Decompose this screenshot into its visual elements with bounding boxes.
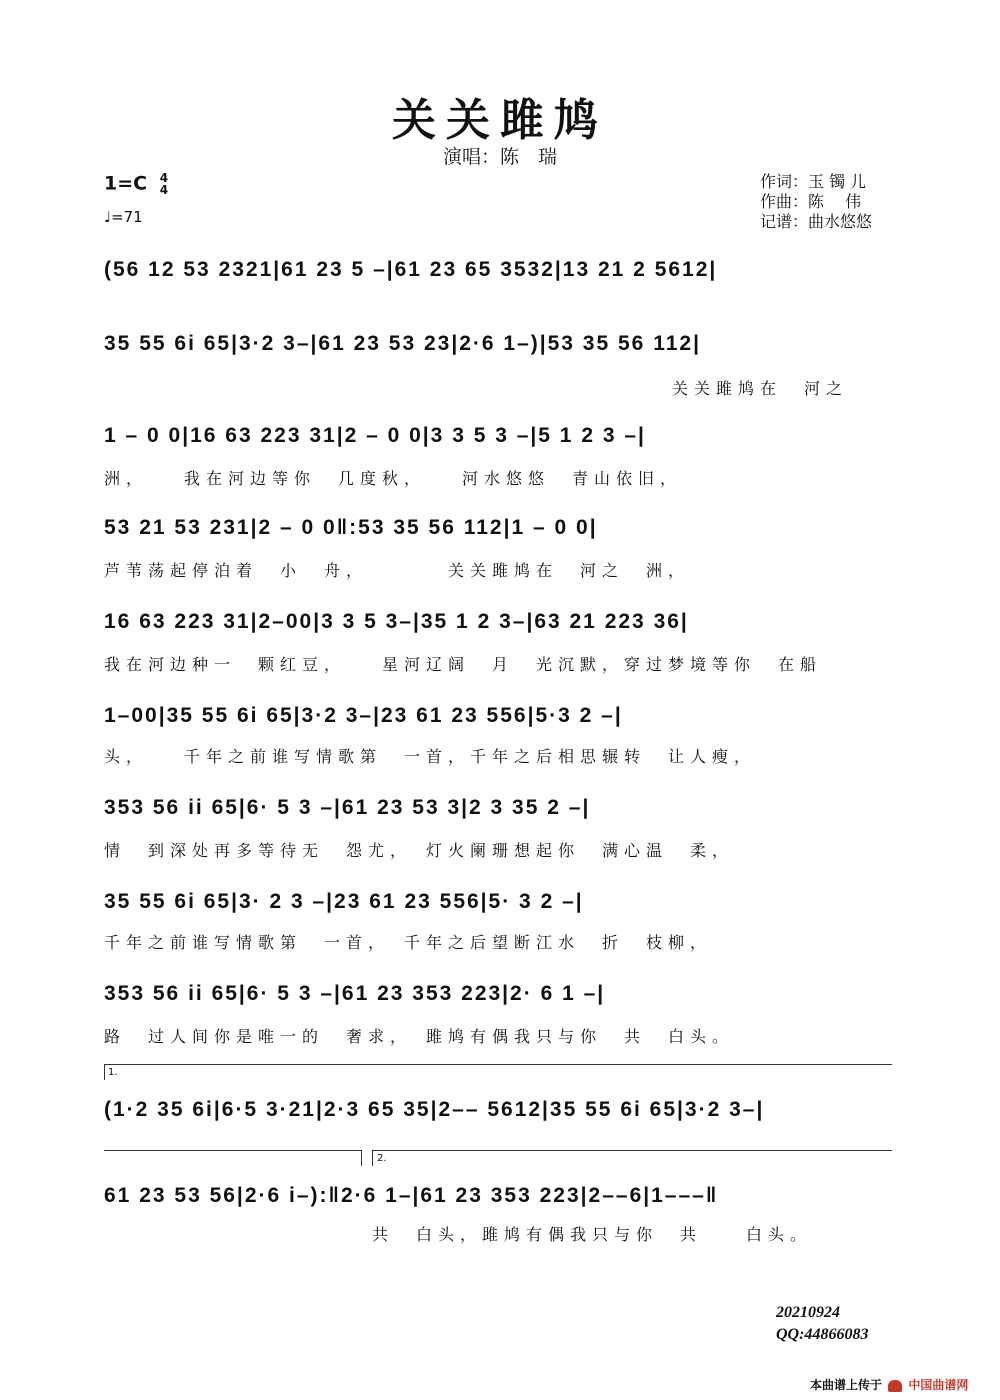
upload-watermark: [810, 1376, 968, 1393]
upload-prefix: 本曲谱上传于: [810, 1378, 883, 1392]
transcriber: 记谱：曲水悠悠: [760, 212, 873, 231]
volta-2-bracket: [372, 1150, 892, 1151]
music-line-4: 53 21 53 231|2 – 0 0‖:53 35 56 112|1 – 0 0|: [104, 516, 598, 539]
volta-1-end-bracket: [104, 1150, 362, 1151]
volta-1-label: 1.: [108, 1067, 118, 1078]
time-signature: [160, 172, 168, 196]
music-line-7: 353 56 ii 65|6· 5 3 –|61 23 53 3|2 3 35 2 –|: [104, 796, 591, 819]
lyric-line-2: 洲， 我在河边等你 几度秋， 河水悠悠 青山依旧，: [104, 469, 683, 488]
music-line-8: 35 55 6i 65|3· 2 3 –|23 61 23 556|5· 3 2 –|: [104, 890, 584, 913]
lyric-line-7: 千年之前谁写情歌第 一首， 千年之后望断江水 折 枝柳，: [104, 933, 713, 952]
site-logo-icon: [888, 1380, 902, 1392]
lyric-line-5: 头， 千年之前谁写情歌第 一首，千年之后相思辗转 让人瘦，: [104, 747, 757, 766]
lyric-line-9: 共 白头，雎鸠有偶我只与你 共 白头。: [372, 1225, 813, 1244]
footer-qq: QQ:44866083: [776, 1326, 869, 1343]
music-line-6: 1–00|35 55 6i 65|3·2 3–|23 61 23 556|5·3 2 –|: [104, 704, 623, 727]
lyric-line-6: 情 到深处再多等待无 怨尤， 灯火阑珊想起你 满心温 柔，: [104, 841, 735, 860]
volta-1-end-tick: [361, 1150, 362, 1166]
music-line-1: (56 12 53 2321|61 23 5 –|61 23 65 3532|13 21 2 5612|: [104, 258, 718, 281]
music-line-3: 1 – 0 0|16 63 223 31|2 – 0 0|3 3 5 3 –|5 1 2 3 –|: [104, 424, 646, 447]
singer-line: 演唱：陈 瑞: [442, 146, 557, 168]
volta-2-label: 2.: [377, 1153, 387, 1164]
lyric-line-1: 关关雎鸠在 河之: [672, 379, 849, 398]
footer-date: 20210924: [776, 1304, 840, 1321]
music-line-9: 353 56 ii 65|6· 5 3 –|61 23 353 223|2· 6 1 –|: [104, 982, 606, 1005]
song-title: 关关雎鸠: [392, 95, 608, 146]
music-line-2: 35 55 6i 65|3·2 3–|61 23 53 23|2·6 1–)|53 35 56 112|: [104, 332, 701, 355]
music-line-11: 61 23 53 56|2·6 i–):‖2·6 1–|61 23 353 223|2––6|1–––‖: [104, 1184, 719, 1207]
time-sig-top: 4: [159, 171, 169, 185]
volta-1-tick: [104, 1064, 105, 1080]
lyricist: 作词：玉 镯 儿: [760, 172, 867, 191]
upload-site: 中国曲谱网: [908, 1378, 969, 1392]
lyric-line-8: 路 过人间你是唯一的 奢求， 雎鸠有偶我只与你 共 白头。: [104, 1027, 735, 1046]
volta-2-tick: [372, 1150, 373, 1166]
tempo-marking: ♩=71: [104, 208, 143, 226]
credits-block: [760, 172, 872, 232]
lyric-line-3: 芦苇荡起停泊着 小 舟， 关关雎鸠在 河之 洲，: [104, 561, 691, 580]
music-line-10: (1·2 35 6i|6·5 3·21|2·3 65 35|2–– 5612|35 55 6i 65|3·2 3–|: [104, 1098, 765, 1121]
volta-1-bracket: [104, 1064, 892, 1065]
composer: 作曲：陈 伟: [760, 192, 862, 211]
key-signature: [104, 172, 168, 196]
music-line-5: 16 63 223 31|2–00|3 3 5 3–|35 1 2 3–|63 21 223 36|: [104, 610, 689, 633]
time-sig-bottom: 4: [159, 183, 169, 197]
key-label: 1=C: [104, 172, 148, 195]
lyric-line-4: 我在河边种一 颗红豆， 星河辽阔 月 光沉默，穿过梦境等你 在船: [104, 655, 823, 674]
